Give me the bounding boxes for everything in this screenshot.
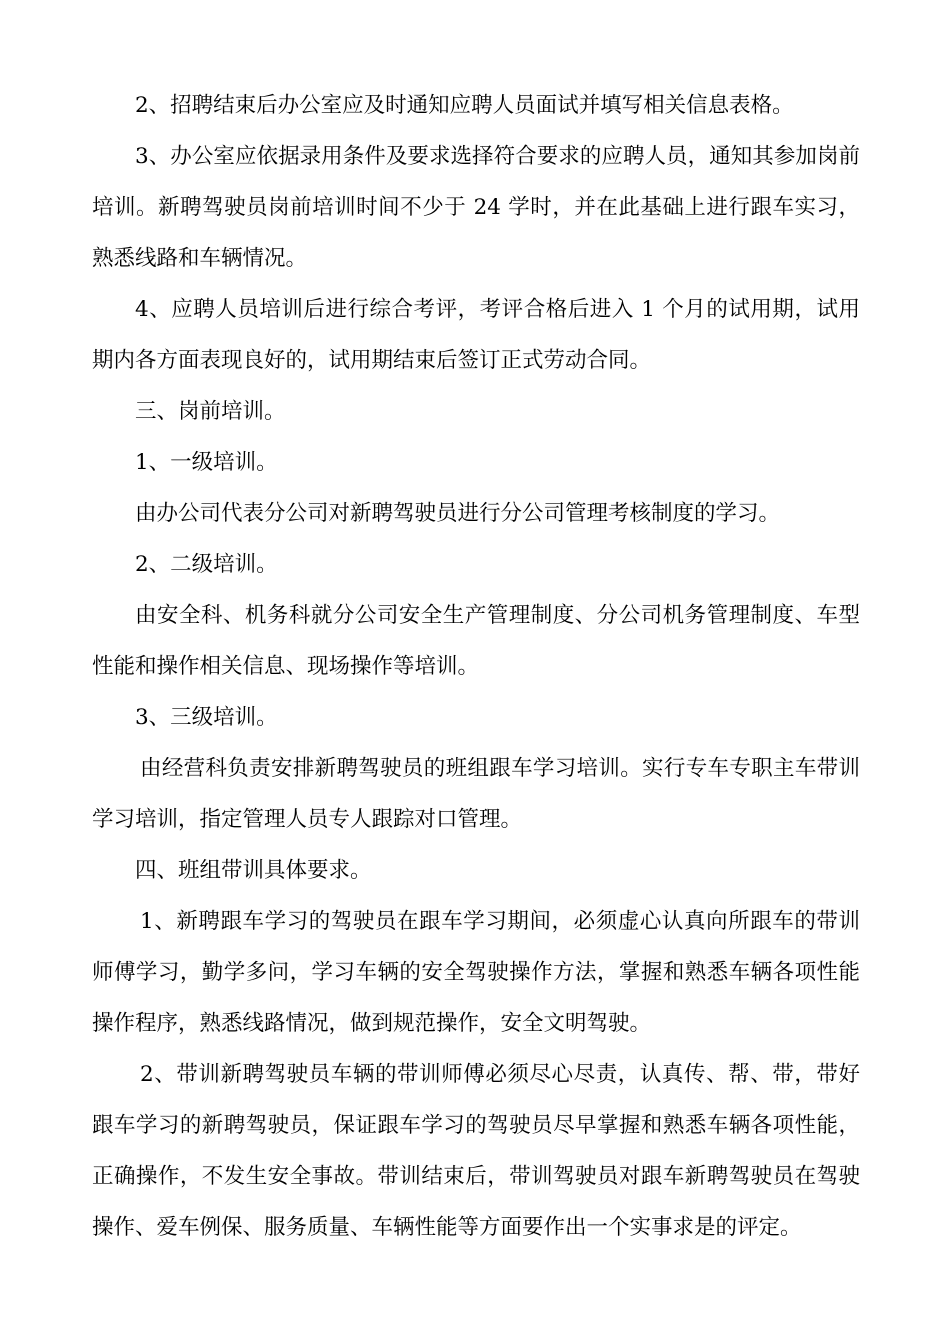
section-heading-team-training: 四、班组带训具体要求。 [135,858,372,883]
paragraph-notify-interview: 2、招聘结束后办公室应及时通知应聘人员面试并填写相关信息表格。 [135,93,794,118]
paragraph-pre-job-training-notice: 3、办公室应依据录用条件及要求选择符合要求的应聘人员，通知其参加岗前培训。新聘驾驶员岗前培训时间不少于 24 学时，并在此基础上进行跟车实习，熟悉线路和车辆情况。 [92,144,860,271]
subheading-level-one-training: 1、一级培训。 [135,450,278,475]
paragraph-evaluation-probation: 4、应聘人员培训后进行综合考评，考评合格后进入 1 个月的试用期，试用期内各方面表现良好的，试用期结束后签订正式劳动合同。 [92,297,860,373]
paragraph-level-one-content: 由办公司代表分公司对新聘驾驶员进行分公司管理考核制度的学习。 [135,501,781,526]
paragraph-level-two-content: 由安全科、机务科就分公司安全生产管理制度、分公司机务管理制度、车型性能和操作相关信息、现场操作等培训。 [92,603,860,679]
paragraph-trainee-requirements: 1、新聘跟车学习的驾驶员在跟车学习期间，必须虚心认真向所跟车的带训师傅学习，勤学多问，学习车辆的安全驾驶操作方法，掌握和熟悉车辆各项性能操作程序，熟悉线路情况，做到规范操作，安全文明驾驶。 [92,909,860,1036]
paragraph-trainer-requirements: 2、带训新聘驾驶员车辆的带训师傅必须尽心尽责，认真传、帮、带，带好跟车学习的新聘驾驶员，保证跟车学习的驾驶员尽早掌握和熟悉车辆各项性能，正确操作，不发生安全事故。带训结束后，带训驾驶员对跟车新聘驾驶员在驾驶操作、爱车例保、服务质量、车辆性能等方面要作出一个实事求是的评定。 [92,1062,860,1240]
section-heading-pre-job-training: 三、岗前培训。 [135,399,286,424]
subheading-level-three-training: 3、三级培训。 [135,705,278,730]
paragraph-level-three-content: 由经营科负责安排新聘驾驶员的班组跟车学习培训。实行专车专职主车带训学习培训，指定管理人员专人跟踪对口管理。 [92,756,860,832]
subheading-level-two-training: 2、二级培训。 [135,552,278,577]
